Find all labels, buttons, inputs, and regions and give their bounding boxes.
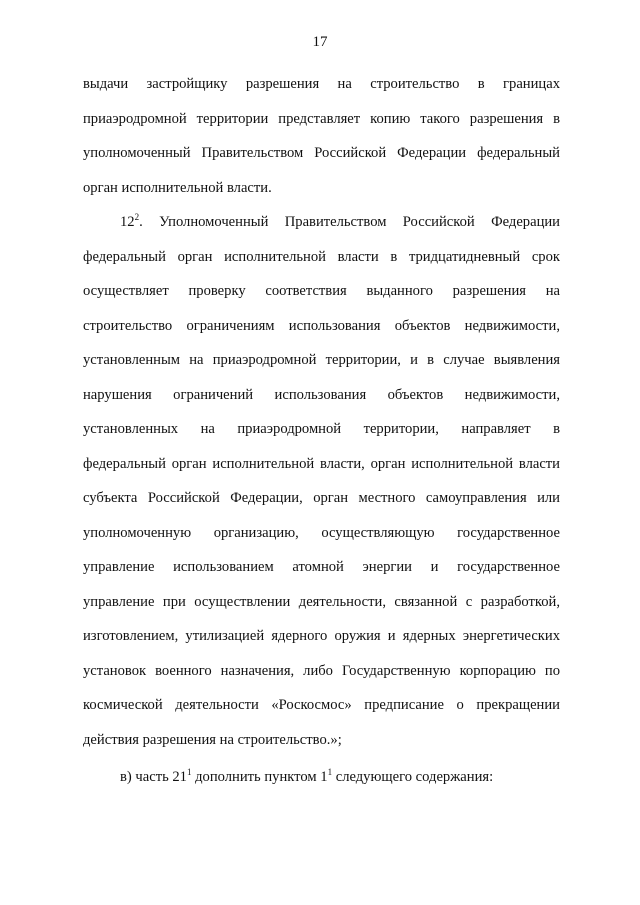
text-line: действия разрешения на строительство.»; [83,731,342,748]
text-line: федеральный орган исполнительной власти в тридцатидневный срок [83,248,560,265]
paragraph-first-line [83,212,560,247]
text-line: субъекта Российской Федерации, орган местного самоуправления или [83,490,560,506]
paragraph-number-superscript: 2 [134,212,140,222]
item-v-middle: дополнить пунктом 1 [191,769,328,785]
superscript: 1 [327,767,333,777]
text-line: уполномоченную организацию, осуществляющую государственное [83,524,560,541]
item-v-line [83,767,560,802]
text-line: изготовлением, утилизацией ядерного оружия и ядерных энергетических [83,628,560,644]
text-line: уполномоченный Правительством Российской Федерации федеральный [83,145,560,161]
text-line: космической деятельности «Роскосмос» предписание о прекращении [83,697,560,713]
text-line: . Уполномоченный Правительством Российской Федерации [139,214,560,230]
page-number: 17 [312,34,328,50]
item-v [83,767,560,802]
text-line: управление при осуществлении деятельности, связанной с разработкой, [83,593,560,610]
text-line: орган исполнительной власти. [83,179,272,196]
item-v-suffix: следующего содержания: [332,769,494,785]
superscript: 1 [186,767,192,777]
text-line: осуществляет проверку соответствия выданного разрешения на [83,283,560,299]
text-line: управление использованием атомной энергии и государственное [83,559,560,575]
paragraph-continuation [83,74,560,212]
text-line: строительство ограничениям использования объектов недвижимости, [83,317,560,334]
paragraph-number: 12 [120,214,135,230]
text-line: установленных на приаэродромной территории, направляет в [83,421,560,437]
item-v-prefix: в) часть 21 [120,769,187,785]
text-line: выдачи застройщику разрешения на строительство в границах [83,76,560,92]
text-line: приаэродромной территории представляет копию такого разрешения в [83,110,560,127]
text-line: федеральный орган исполнительной власти, орган исполнительной власти [83,455,560,472]
text-line: нарушения ограничений использования объектов недвижимости, [83,386,560,403]
text-line: установленным на приаэродромной территории, и в случае выявления [83,352,560,368]
text-line: установок военного назначения, либо Государственную корпорацию по [83,662,560,679]
paragraph-12-2 [83,212,560,764]
